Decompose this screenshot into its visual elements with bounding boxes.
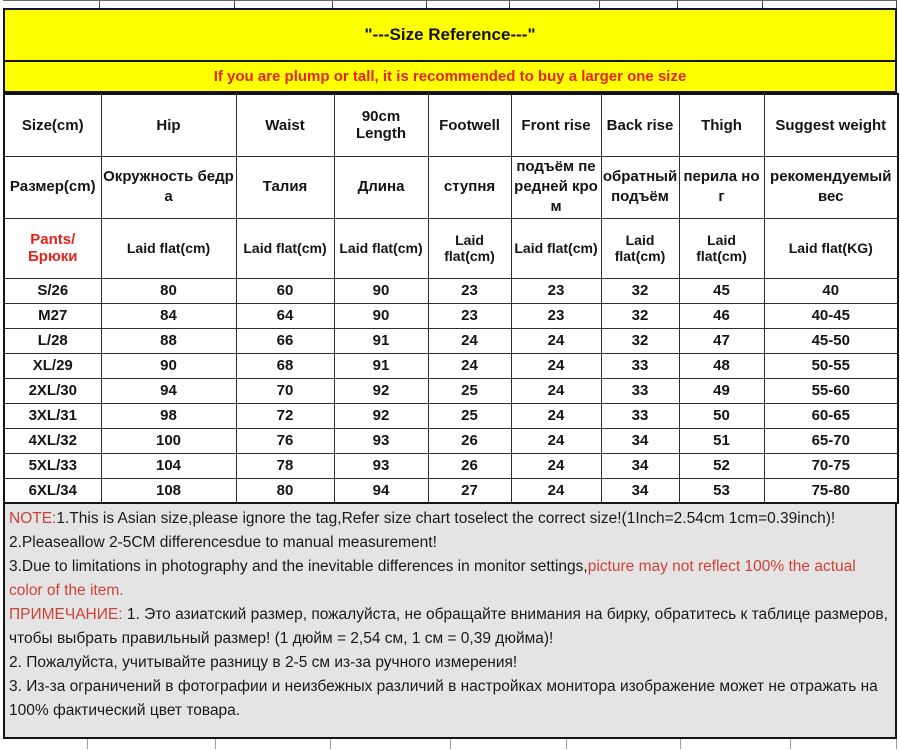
note-segment: 3.Due to limitations in photography and the inevitable differences in monitor settings, [9,558,588,575]
spreadsheet-row-bottom [3,739,897,749]
column-header-en: Back rise [601,94,679,156]
note-line [9,603,891,651]
column-header-en: 90cm Length [334,94,428,156]
note-line [9,507,891,531]
grid-cell [763,1,897,8]
column-header-en: Hip [101,94,236,156]
measurement-cell: 51 [679,428,764,453]
measurement-cell: 24 [511,428,601,453]
measurement-cell: 23 [511,303,601,328]
measurement-cell: 40-45 [764,303,898,328]
column-header-ru: Размер(cm) [4,156,101,218]
measurement-cell: 84 [101,303,236,328]
measurement-cell: 34 [601,428,679,453]
measurement-cell: 27 [428,478,511,503]
measurement-cell: 90 [334,278,428,303]
size-row [4,478,898,503]
grid-cell [427,1,510,8]
notes [3,504,897,739]
measurement-cell: 46 [679,303,764,328]
measure-unit-cell: Laid flat(cm) [101,218,236,278]
measurement-cell: 92 [334,403,428,428]
grid-cell [331,739,451,749]
measurement-cell: 33 [601,403,679,428]
column-header-en: Size(cm) [4,94,101,156]
measurement-cell: 78 [236,453,334,478]
measurement-cell: 49 [679,378,764,403]
measurement-cell: 40 [764,278,898,303]
measurement-cell: 88 [101,328,236,353]
measurement-cell: 26 [428,428,511,453]
measurement-cell: 23 [511,278,601,303]
size-row [4,278,898,303]
size-row [4,328,898,353]
measure-unit-cell: Laid flat(cm) [428,218,511,278]
measurement-cell: 64 [236,303,334,328]
measure-unit-cell: Laid flat(KG) [764,218,898,278]
measurement-cell: 94 [101,378,236,403]
grid-cell [3,1,100,8]
measurement-cell: 60 [236,278,334,303]
measurement-cell: 92 [334,378,428,403]
measurement-cell: 91 [334,328,428,353]
measurement-cell: 23 [428,278,511,303]
measurement-cell: 33 [601,378,679,403]
note-segment: 1.This is Asian size,please ignore the tag,Refer size chart toselect the correct size!(1Inch=2.54cm 1cm=0.39inch)! [56,510,836,527]
column-header-ru: подъём передней кром [511,156,601,218]
measurement-cell: 93 [334,428,428,453]
size-row [4,403,898,428]
size-advice-banner: If you are plump or tall, it is recommended to buy a larger one size [3,62,897,93]
grid-cell [681,739,791,749]
measurement-cell: 24 [511,328,601,353]
measurement-cell: 24 [511,353,601,378]
measure-unit-cell: Laid flat(cm) [511,218,601,278]
measurement-cell: 70 [236,378,334,403]
measurement-cell: 25 [428,378,511,403]
measurement-cell: 53 [679,478,764,503]
measurement-cell: 100 [101,428,236,453]
note-line [9,651,891,675]
measurement-cell: 72 [236,403,334,428]
measurement-cell: 50-55 [764,353,898,378]
size-label-cell: M27 [4,303,101,328]
grid-cell [88,739,216,749]
measurement-cell: 66 [236,328,334,353]
column-header-ru: Длина [334,156,428,218]
measurement-cell: 93 [334,453,428,478]
measurement-cell: 24 [511,453,601,478]
measurement-cell: 47 [679,328,764,353]
size-row [4,378,898,403]
measurement-cell: 91 [334,353,428,378]
note-line [9,531,891,555]
column-header-ru: Окружность бедра [101,156,236,218]
size-row [4,453,898,478]
grid-cell [510,1,600,8]
column-header-ru: перила ног [679,156,764,218]
note-segment: 3. Из-за ограничений в фотографии и неизбежных различий в настройках монитора изображение может не отражать на 100% фактический цвет товара. [9,678,878,719]
measurement-cell: 65-70 [764,428,898,453]
measure-unit-cell: Laid flat(cm) [334,218,428,278]
size-table [3,93,899,504]
measurement-cell: 34 [601,478,679,503]
column-header-en: Suggest weight [764,94,898,156]
measurement-cell: 24 [511,378,601,403]
measurement-cell: 50 [679,403,764,428]
measurement-cell: 24 [511,403,601,428]
measurement-cell: 24 [428,328,511,353]
note-segment: 1. Это азиатский размер, пожалуйста, не обращайте внимания на бирку, обратитесь к таблице размеров, чтобы выбрать правильный размер! (1 дюйм = 2,54 см, 1 см = 0,39 дюйма)! [9,606,888,647]
measurement-cell: 104 [101,453,236,478]
measurement-cell: 32 [601,278,679,303]
size-label-cell: 4XL/32 [4,428,101,453]
note-segment: 2. Пожалуйста, учитывайте разницу в 2-5 см из-за ручного измерения! [9,654,518,671]
column-header-ru: ступня [428,156,511,218]
size-row [4,303,898,328]
measurement-cell: 75-80 [764,478,898,503]
measurement-cell: 32 [601,328,679,353]
note-segment-red: ПРИМЕЧАНИЕ: [9,606,123,623]
column-header-en: Front rise [511,94,601,156]
measurement-cell: 23 [428,303,511,328]
column-header-ru: Талия [236,156,334,218]
measure-unit-cell: Laid flat(cm) [601,218,679,278]
measurement-cell: 26 [428,453,511,478]
size-label-cell: 3XL/31 [4,403,101,428]
grid-cell [3,739,88,749]
size-label-cell: S/26 [4,278,101,303]
column-header-en: Footwell [428,94,511,156]
measurement-cell: 52 [679,453,764,478]
grid-cell [791,739,897,749]
measurement-cell: 34 [601,453,679,478]
measurement-cell: 108 [101,478,236,503]
size-label-cell: 2XL/30 [4,378,101,403]
measurement-cell: 45-50 [764,328,898,353]
size-row [4,428,898,453]
column-header-en: Thigh [679,94,764,156]
measure-unit-cell: Laid flat(cm) [679,218,764,278]
measurement-cell: 94 [334,478,428,503]
note-segment-red: picture may not reflect 100% the actual color of the item. [9,558,856,599]
measurement-cell: 55-60 [764,378,898,403]
grid-cell [600,1,678,8]
size-label-cell: XL/29 [4,353,101,378]
spreadsheet-row-top [3,0,897,8]
measurement-cell: 32 [601,303,679,328]
size-row [4,353,898,378]
column-header-en: Waist [236,94,334,156]
measurement-cell: 68 [236,353,334,378]
note-line [9,675,891,723]
grid-cell [678,1,763,8]
grid-cell [216,739,331,749]
measurement-cell: 25 [428,403,511,428]
size-label-cell: 6XL/34 [4,478,101,503]
note-line [9,555,891,603]
measurement-cell: 33 [601,353,679,378]
note-segment: 2.Pleaseallow 2-5CM differencesdue to manual measurement! [9,534,437,551]
page-title: "---Size Reference---" [3,8,897,62]
size-label-cell: 5XL/33 [4,453,101,478]
measure-unit-cell: Laid flat(cm) [236,218,334,278]
measurement-cell: 90 [334,303,428,328]
column-header-ru: рекомендуемый вес [764,156,898,218]
measurement-cell: 60-65 [764,403,898,428]
measurement-cell: 80 [101,278,236,303]
grid-cell [567,739,681,749]
grid-cell [235,1,333,8]
measurement-cell: 90 [101,353,236,378]
measurement-cell: 98 [101,403,236,428]
measurement-cell: 24 [428,353,511,378]
pants-row-label: Pants/Брюки [4,218,101,278]
measurement-cell: 48 [679,353,764,378]
grid-cell [333,1,427,8]
measurement-cell: 70-75 [764,453,898,478]
column-header-ru: обратный подъём [601,156,679,218]
measurement-cell: 80 [236,478,334,503]
measurement-cell: 45 [679,278,764,303]
measurement-cell: 76 [236,428,334,453]
size-label-cell: L/28 [4,328,101,353]
grid-cell [100,1,235,8]
measurement-cell: 24 [511,478,601,503]
grid-cell [451,739,567,749]
note-segment-red: NOTE: [9,510,57,527]
